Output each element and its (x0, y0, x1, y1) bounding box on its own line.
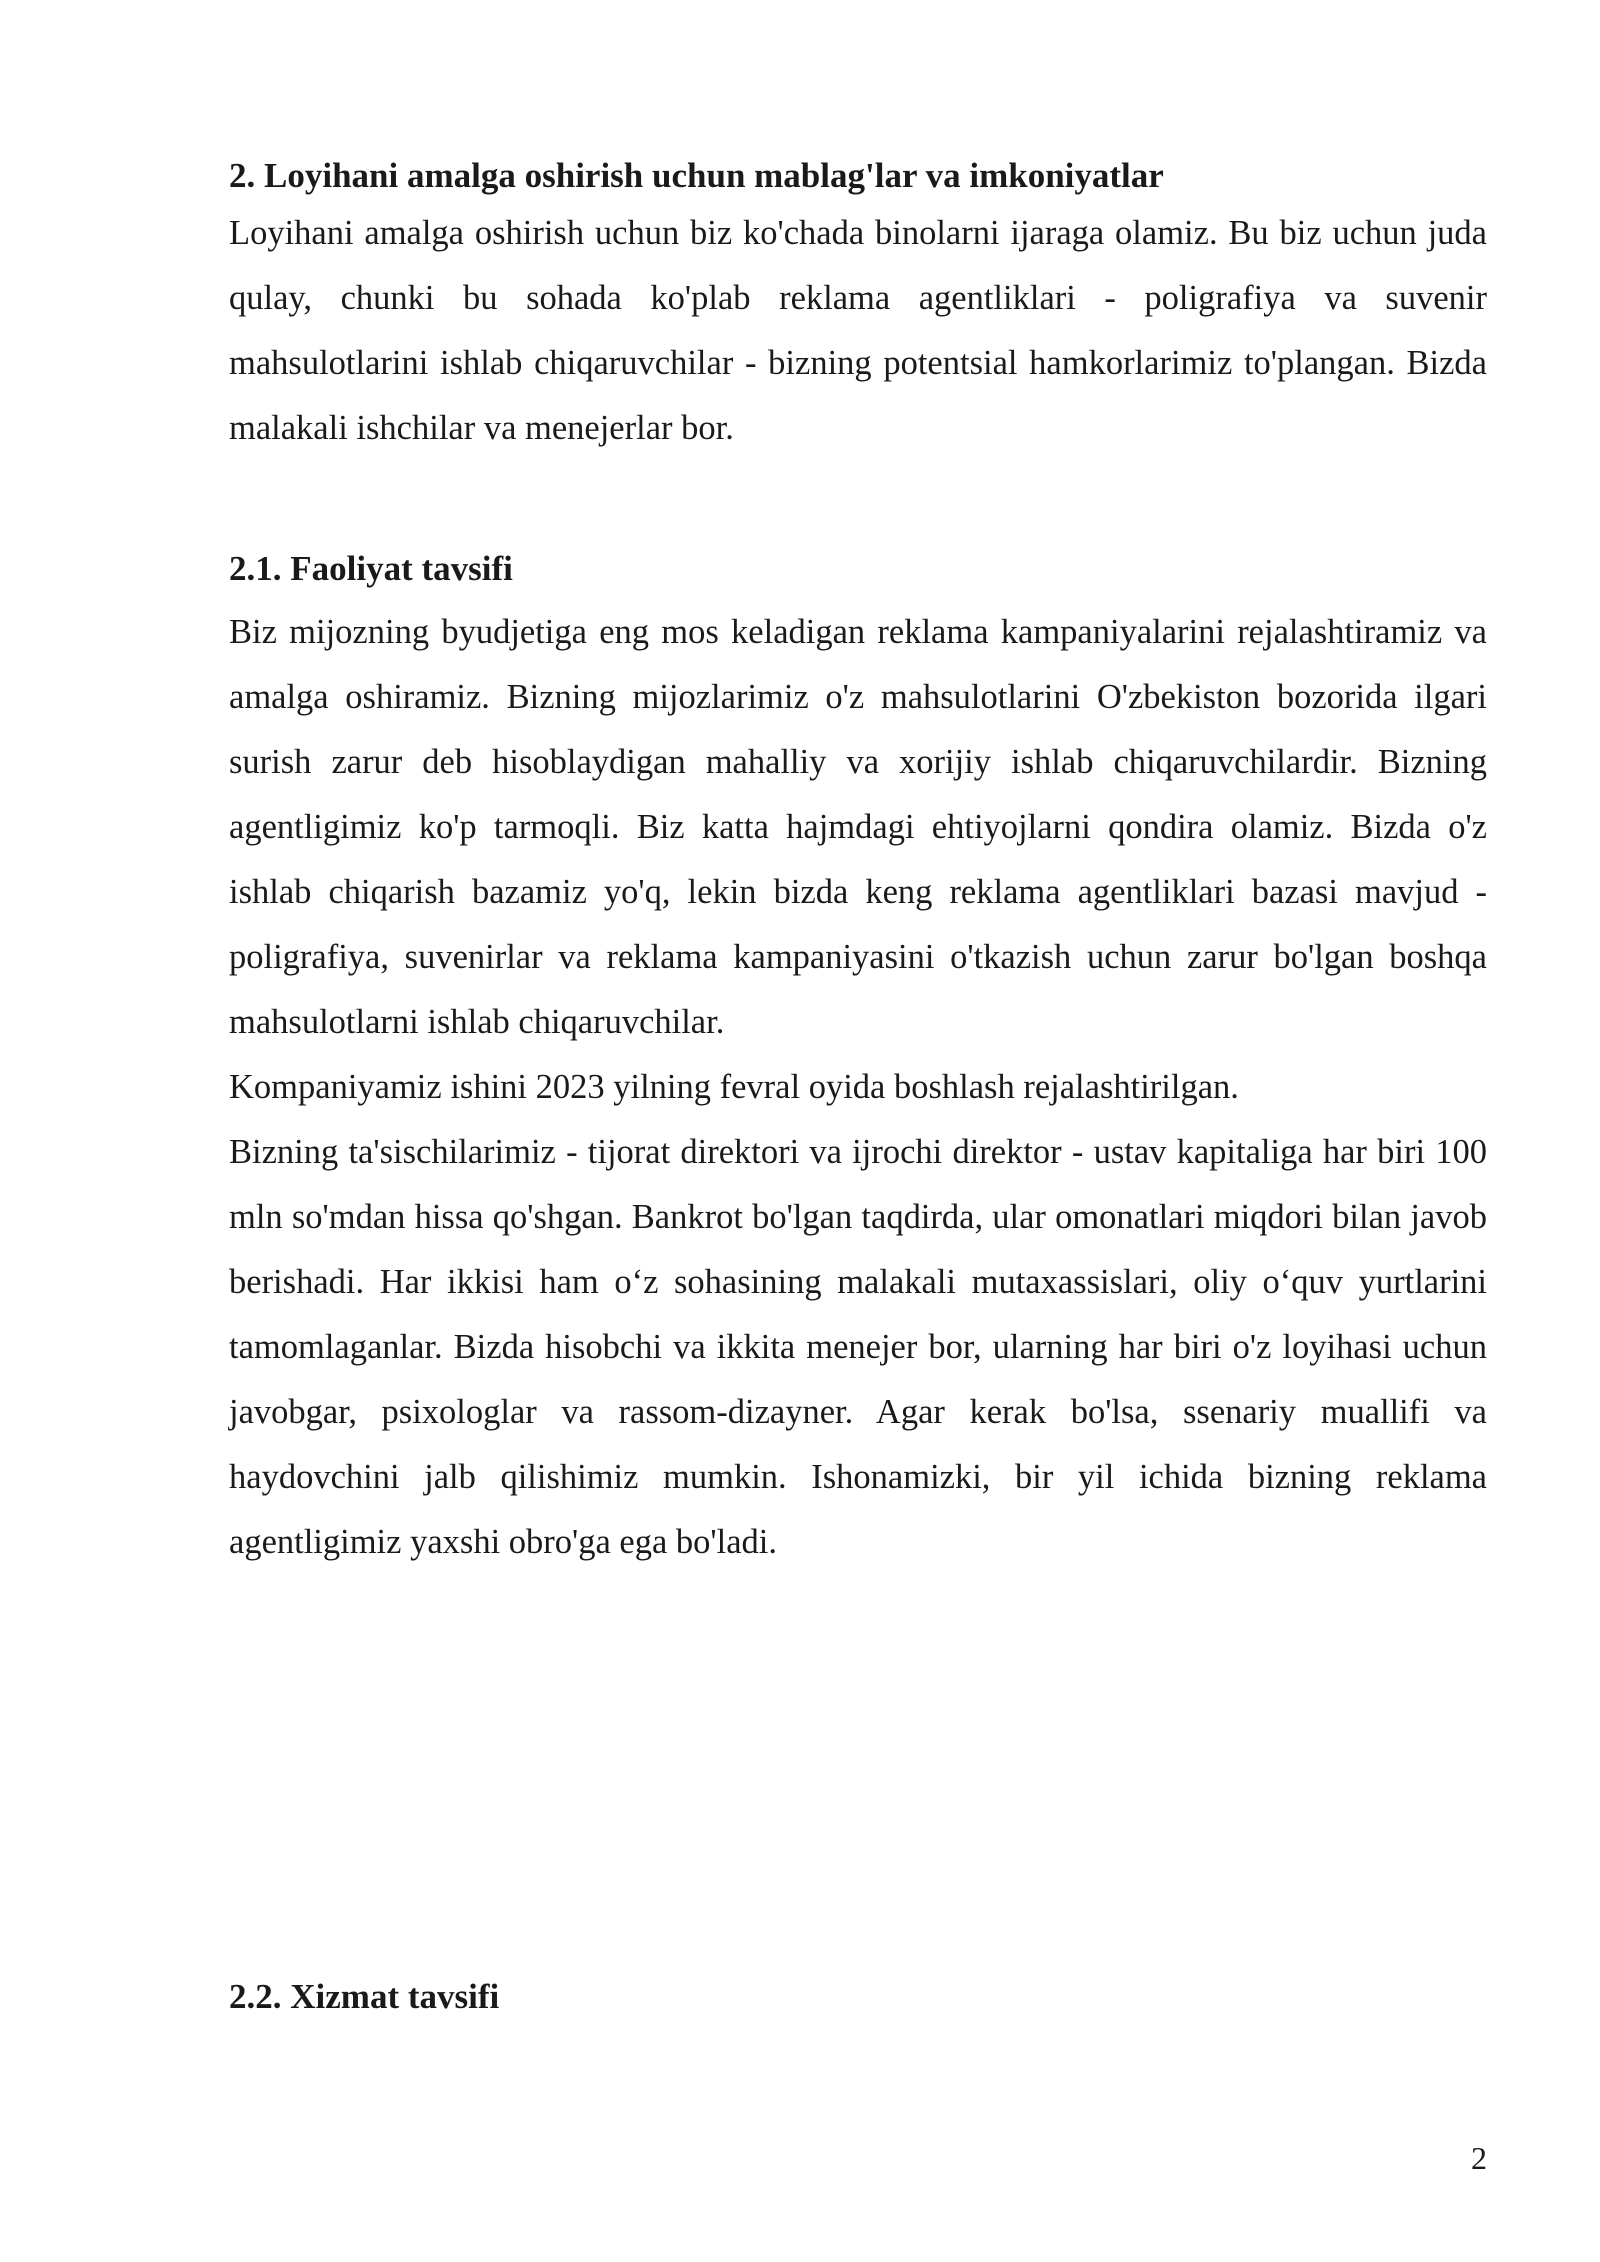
paragraph-activity-3: Bizning ta'sischilarimiz - tijorat direktori va ijrochi direktor - ustav kapitaliga har biri 100 mln so'mdan hissa qo'shgan. Bankrot bo'lgan taqdirda, ular omonatlari miqdori bilan javob berishadi. Har ikkisi ham o‘z sohasining malakali mutaxassislari, oliy o‘quv yurtlarini tamomlaganlar. Bizda hisobchi va ikkita menejer bor, ularning har biri o'z loyihasi uchun javobgar, psixologlar va rassom-dizayner. Agar kerak bo'lsa, ssenariy muallifi va haydovchini jalb qilishimiz mumkin. Ishonamizki, bir yil ichida bizning reklama agentligimiz yaxshi obro'ga ega bo'ladi. (229, 1133, 1487, 1561)
paragraph-activity-2: Kompaniyamiz ishini 2023 yilning fevral oyida boshlash rejalashtirilgan. (229, 1068, 1239, 1106)
document-page (229, 150, 1487, 1575)
section-heading-funding: 2. Loyihani amalga oshirish uchun mablag'lar va imkoniyatlar (229, 156, 1164, 195)
section-heading-service: 2.2. Xizmat tavsifi (229, 1977, 500, 2016)
section-heading-activity: 2.1. Faoliyat tavsifi (229, 549, 513, 588)
page-number: 2 (1471, 2140, 1487, 2176)
paragraph-funding: Loyihani amalga oshirish uchun biz ko'chada binolarni ijaraga olamiz. Bu biz uchun juda qulay, chunki bu sohada ko'plab reklama agentliklari - poligrafiya va suvenir mahsulotlarini ishlab chiqaruvchilar - bizning potentsial hamkorlarimiz to'plangan. Bizda malakali ishchilar va menejerlar bor. (229, 214, 1487, 447)
paragraph-activity-1: Biz mijozning byudjetiga eng mos keladigan reklama kampaniyalarini rejalashtiramiz va amalga oshiramiz. Bizning mijozlarimiz o'z mahsulotlarini O'zbekiston bozorida ilgari surish zarur deb hisoblaydigan mahalliy va xorijiy ishlab chiqaruvchilardir. Bizning agentligimiz ko'p tarmoqli. Biz katta hajmdagi ehtiyojlarni qondira olamiz. Bizda o'z ishlab chiqarish bazamiz yo'q, lekin bizda keng reklama agentliklari bazasi mavjud - poligrafiya, suvenirlar va reklama kampaniyasini o'tkazish uchun zarur bo'lgan boshqa mahsulotlarni ishlab chiqaruvchilar. (229, 613, 1487, 1041)
